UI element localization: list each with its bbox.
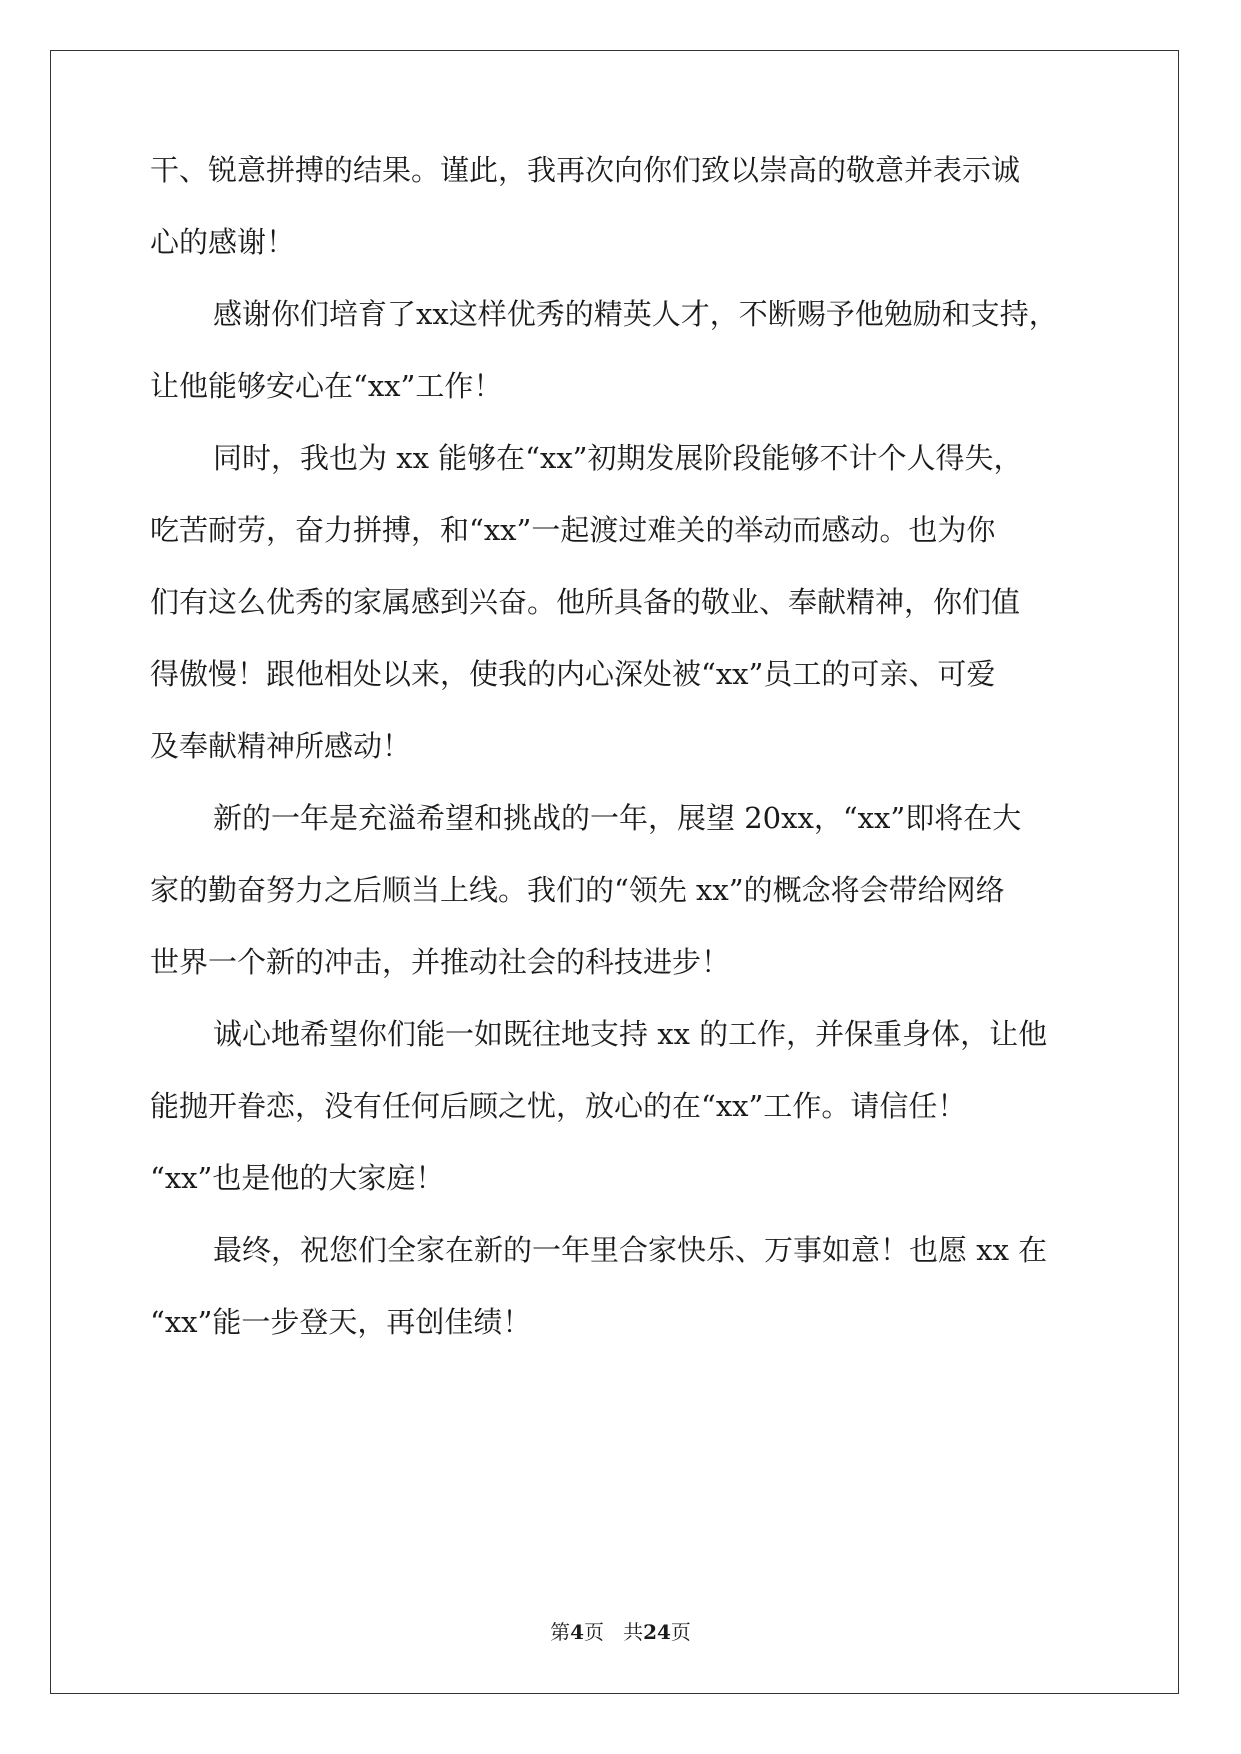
current-page-number: 4 <box>570 1620 584 1644</box>
text-line: “xx”能一步登天，再创佳绩！ <box>150 1305 532 1339</box>
text-line: 及奉献精神所感动！ <box>150 729 412 763</box>
text-line: “xx”也是他的大家庭！ <box>150 1161 445 1195</box>
paragraph-first-line: 最终，祝您们全家在新的一年里合家快乐、万事如意！也愿 xx 在 <box>213 1233 1048 1267</box>
paragraph-first-line: 诚心地希望你们能一如既往地支持 xx 的工作，并保重身体，让他 <box>213 1017 1048 1051</box>
text-line: 能抛开眷恋，没有任何后顾之忧，放心的在“xx”工作。请信任！ <box>150 1089 967 1123</box>
total-page-number: 24 <box>643 1620 671 1644</box>
text-line: 让他能够安心在“xx”工作！ <box>150 369 503 403</box>
paragraph-first-line: 感谢你们培育了xx这样优秀的精英人才，不断赐予他勉励和支持， <box>213 297 1058 331</box>
total-suffix: 页 <box>670 1620 691 1644</box>
text-line: 世界一个新的冲击，并推动社会的科技进步！ <box>150 945 731 979</box>
text-line: 家的勤奋努力之后顺当上线。我们的“领先 xx”的概念将会带给网络 <box>150 873 1005 907</box>
total-prefix: 共 <box>623 1620 644 1644</box>
text-line: 得傲慢！跟他相处以来，使我的内心深处被“xx”员工的可亲、可爱 <box>150 657 996 691</box>
page-prefix: 第 <box>550 1620 571 1644</box>
paragraph-first-line: 同时，我也为 xx 能够在“xx”初期发展阶段能够不计个人得失， <box>213 441 1023 475</box>
text-line: 吃苦耐劳，奋力拼搏，和“xx”一起渡过难关的举动而感动。也为你 <box>150 513 996 547</box>
page-suffix: 页 <box>584 1620 604 1644</box>
paragraph-first-line: 新的一年是充溢希望和挑战的一年，展望 20xx，“xx”即将在大 <box>213 801 1022 835</box>
text-line: 心的感谢！ <box>150 225 296 259</box>
text-line: 们有这么优秀的家属感到兴奋。他所具备的敬业、奉献精神，你们值 <box>150 585 1021 619</box>
page-footer <box>0 1620 1241 1644</box>
text-line: 干、锐意拼搏的结果。谨此，我再次向你们致以崇高的敬意并表示诚 <box>150 153 1021 187</box>
